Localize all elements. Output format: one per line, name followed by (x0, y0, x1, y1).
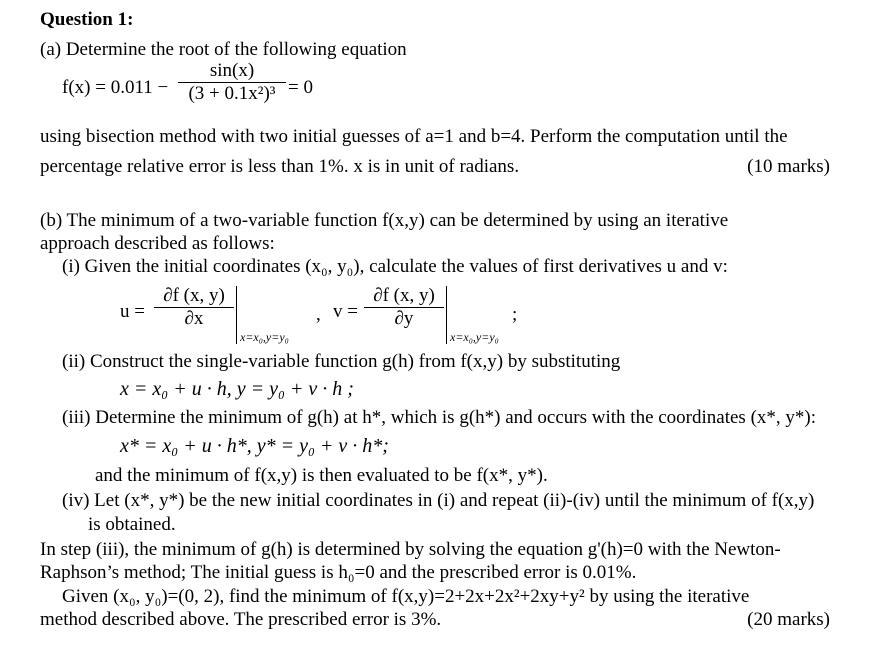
deriv-v-denominator: ∂y (364, 307, 444, 330)
step-3-note: and the minimum of f(x,y) is then evaluated to be f(x*, y*). (95, 465, 548, 486)
deriv-comma: , (316, 304, 321, 325)
question-title: Question 1: (40, 9, 134, 30)
equation-lhs: f(x) = 0.011 − (62, 77, 169, 98)
part-a-intro: (a) Determine the root of the following equation (40, 39, 407, 60)
step-4-line-1: (iv) Let (x*, y*) be the new initial coordinates in (i) and repeat (ii)-(iv) until the minimum of f(x,y) (62, 490, 815, 511)
step-4-line-2: is obtained. (88, 514, 176, 535)
step-2-formula: x = x₀ + u · h, y = y₀ + v · h ; (120, 378, 354, 400)
step-1: (i) Given the initial coordinates (x₀, y₀), calculate the values of first derivatives u and v: (62, 256, 728, 277)
given-line-1: Given (x₀, y₀)=(0, 2), find the minimum of f(x,y)=2+2x+2x²+2xy+y² by using the iterative (62, 586, 750, 607)
step-2: (ii) Construct the single-variable function g(h) from f(x,y) by substituting (62, 351, 621, 372)
note-line-2: Raphson’s method; The initial guess is h₀=0 and the prescribed error is 0.01%. (40, 562, 637, 583)
deriv-u-numerator: ∂f (x, y) (163, 285, 225, 306)
part-b-marks: (20 marks) (747, 609, 830, 630)
part-b-intro-2: approach described as follows: (40, 233, 275, 254)
part-a-line2: percentage relative error is less than 1%. x is in unit of radians. (40, 156, 520, 177)
deriv-u-fraction (154, 285, 234, 330)
deriv-semicolon: ; (512, 304, 518, 325)
deriv-v-eval-bar (446, 286, 447, 344)
deriv-u-denominator: ∂x (154, 307, 234, 330)
part-b-intro-1: (b) The minimum of a two-variable function f(x,y) can be determined by using an iterative (40, 210, 729, 231)
deriv-v-fraction (364, 285, 444, 330)
deriv-u-lhs: u = (120, 301, 145, 322)
deriv-u-eval-point: x=x₀,y=y₀ (240, 330, 289, 344)
equation-rhs: = 0 (288, 77, 313, 98)
part-a-marks: (10 marks) (747, 156, 830, 177)
given-line-2: method described above. The prescribed error is 3%. (40, 609, 442, 630)
note-line-1: In step (iii), the minimum of g(h) is determined by solving the equation g'(h)=0 with the Newton- (40, 539, 781, 560)
equation-numerator: sin(x) (209, 60, 255, 81)
deriv-v-lhs: v = (333, 301, 358, 322)
equation-fraction (178, 60, 286, 105)
part-a-line1: using bisection method with two initial guesses of a=1 and b=4. Perform the computation until the (40, 126, 788, 147)
deriv-u-eval-bar (236, 286, 237, 344)
deriv-v-numerator: ∂f (x, y) (373, 285, 435, 306)
equation-denominator: (3 + 0.1x²)³ (178, 82, 286, 105)
step-3-formula: x* = x₀ + u · h*, y* = y₀ + v · h*; (120, 435, 389, 457)
deriv-v-eval-point: x=x₀,y=y₀ (450, 330, 499, 344)
step-3: (iii) Determine the minimum of g(h) at h*, which is g(h*) and occurs with the coordinates (x*, y*): (62, 407, 817, 428)
